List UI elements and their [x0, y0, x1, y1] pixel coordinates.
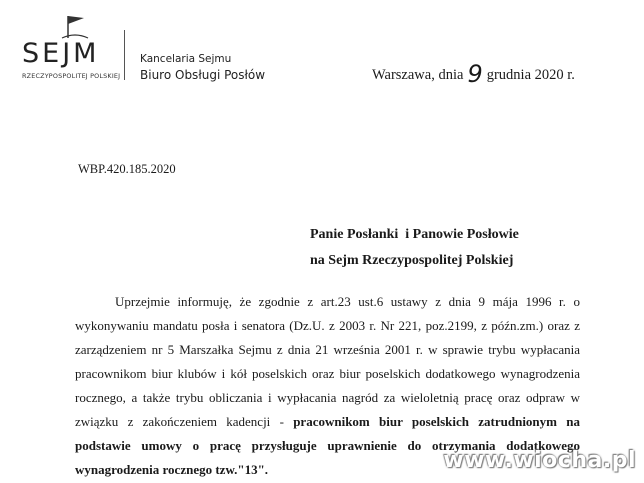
office-name: Biuro Obsługi Posłów	[140, 68, 266, 82]
addressee-line-1: Panie Posłanki i Panowie Posłowie	[310, 227, 519, 242]
logo-subtitle: RZECZYPOSPOLITEJ POLSKIEJ	[22, 72, 121, 80]
date-day-handwritten: 9	[467, 60, 483, 88]
department-header	[140, 52, 265, 84]
chancellery-name: Kancelaria Sejmu	[140, 53, 232, 65]
date-line	[372, 60, 575, 88]
watermark: www.wiocha.pl	[443, 448, 636, 473]
logo-word: SEJM	[22, 38, 100, 69]
body-bold-text: pracownikom biur poselskich zatrudnionym na podstawie umowy o pracę przysługuje uprawnienie do otrzymania dodatkowego wynagrodzenia rocznego tzw."13".	[75, 414, 580, 477]
addressee-line-2: na Sejm Rzeczypospolitej Polskiej	[310, 253, 514, 268]
sejm-logo	[22, 12, 121, 82]
reference-number: WBP.420.185.2020	[78, 162, 176, 176]
date-prefix: Warszawa, dnia	[372, 67, 464, 83]
header-divider	[124, 30, 125, 80]
flag-icon	[60, 12, 90, 40]
addressee	[310, 222, 519, 274]
body-regular-text: Uprzejmie informuję, że zgodnie z art.23 ust.6 ustawy z dnia 9 mája 1996 r. o wykonywaniu mandatu posła i senatora (Dz.U. z 2003 r. Nr 221, poz.2199, z późn.zm.) oraz z zarządzeniem nr 5 Marszałka Sejmu z dnia 21 września 2001 r. w sprawie trybu wypłacania pracownikom biur klubów i kół poselskich oraz biur poselskich dodatkowego wynagrodzenia rocznego, a także trybu obliczania i wypłacania nagród za wieloletnią pracę oraz odpraw w związku z zakończeniem kadencji -	[75, 294, 580, 429]
date-suffix: grudnia 2020 r.	[486, 67, 575, 83]
